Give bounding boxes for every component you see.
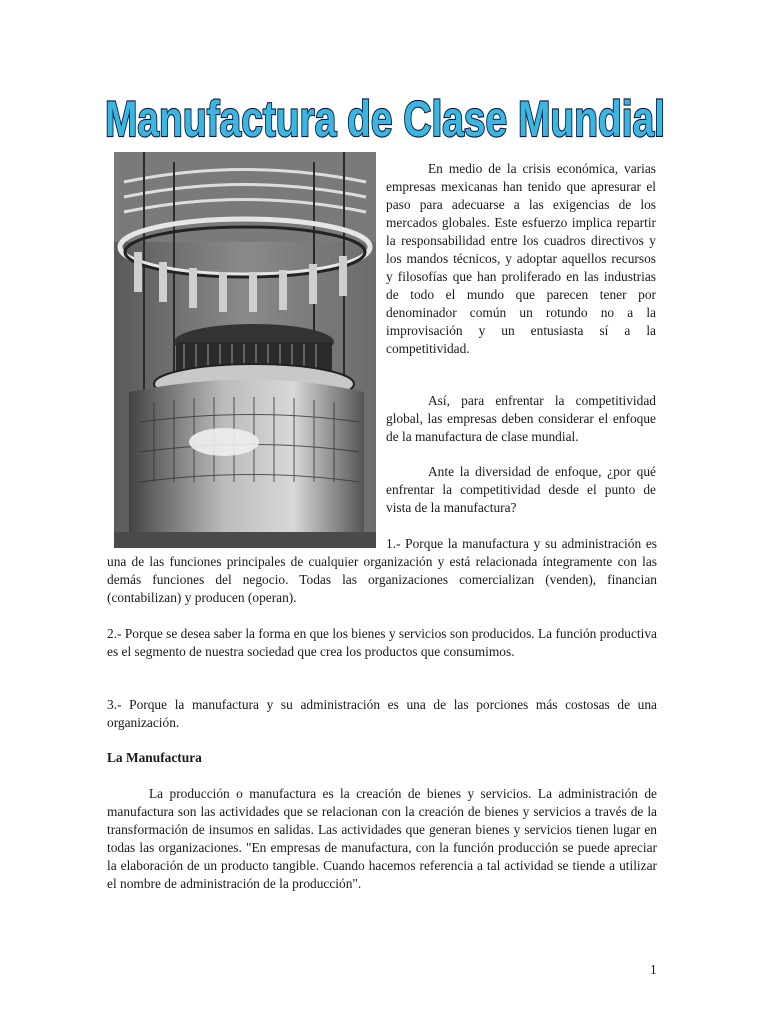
reason-3-paragraph: 3.- Porque la manufactura y su administración es una de las porciones más costosas de una organización.	[107, 697, 657, 730]
section-heading: La Manufactura	[107, 750, 202, 765]
knitting-machine-photo	[114, 152, 376, 548]
page-number: 1	[650, 962, 657, 977]
title-wordart: Manufactura de Clase Mundial	[105, 91, 665, 147]
paragraph-pregunta: Ante la diversidad de enfoque, ¿por qué enfrentar la competitividad desde el punto de vista de la manufactura?	[386, 464, 656, 515]
reason-2-paragraph: 2.- Porque se desea saber la forma en que los bienes y servicios son producidos. La función productiva es el segmento de nuestra sociedad que crea los productos que consumimos.	[107, 626, 657, 659]
reason-1-paragraph: 1.- Porque la manufactura y su administración es una de las funciones principales de cualquier organización y está relacionada íntegramente con las demás funciones del negocio. Todas las organizaciones comercializan (venden), financian (contabilizan) y producen (operan).	[107, 536, 657, 605]
manufactura-paragraph: La producción o manufactura es la creación de bienes y servicios. La administración de manufactura son las actividades que se relacionan con la creación de bienes y servicios a través de la transformación de insumos en salidas. Las actividades que generan bienes y servicios tienen lugar en todas las organizaciones. "En empresas de manufactura, con la función producción se puede apreciar la elaboración de un producto tangible. Cuando hacemos referencia a tal actividad se tiende a utilizar el nombre de administración de la producción".	[107, 786, 657, 891]
intro-paragraph: En medio de la crisis económica, varias empresas mexicanas han tenido que apresurar el paso para adecuarse a las exigencias de los mercados globales. Este esfuerzo implica repartir la responsabilidad entre los cuadros directivos y los mandos técnicos, y adoptar aquellos recursos y filosofías que han proliferado en las industrias de todo el mundo que parecen tener por denominador común un rotundo no a la improvisación y un entusiasta sí a la competitividad.	[386, 161, 656, 356]
document-title	[100, 84, 670, 148]
paragraph-competitividad: Así, para enfrentar la competitividad global, las empresas deben considerar el enfoque de la manufactura de clase mundial.	[386, 393, 656, 444]
